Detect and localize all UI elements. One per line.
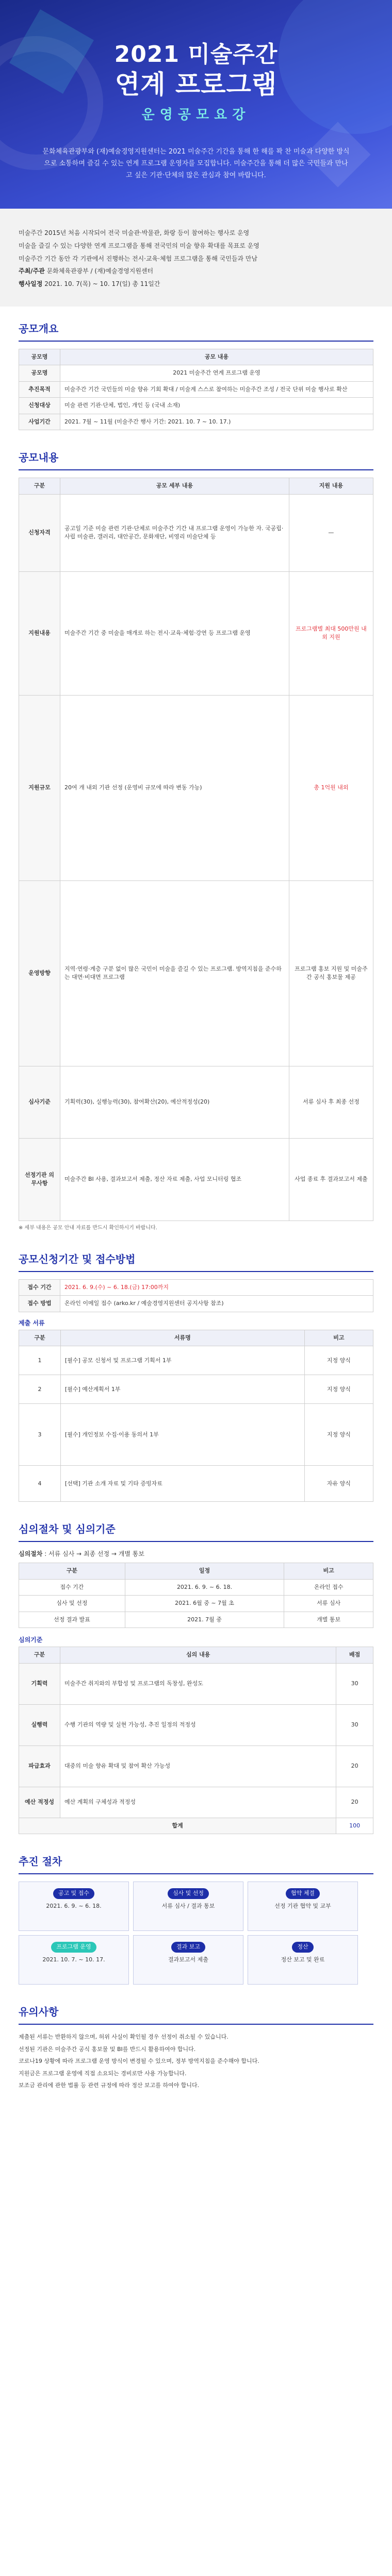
section-title: 공모신청기간 및 접수방법	[19, 1251, 373, 1272]
table-row: 지원내용 미술주간 기간 중 미술을 매개로 하는 전시·교육·체험·강연 등 프로그램 운영 프로그램별 최대 500만원 내외 지원	[19, 571, 373, 695]
table-row: 접수 기간 2021. 6. 9. ~ 6. 18. 온라인 접수	[19, 1579, 373, 1596]
summary-line: 미술주간 기간 동안 각 기관에서 진행하는 전시·교육·체험 프로그램을 통해 국민들과 만남	[19, 255, 258, 262]
table-row: 선정기관 의무사항 미술주간 BI 사용, 결과보고서 제출, 정산 자료 제출, 사업 모니터링 협조 사업 종료 후 결과보고서 제출	[19, 1138, 373, 1221]
docs-table	[19, 1330, 373, 1502]
table-row: 사업기간 2021. 7월 ~ 11월 (미술주간 행사 기간: 2021. 10. 7 ~ 10. 17.)	[19, 414, 373, 430]
table-header: 구분	[19, 478, 60, 495]
table-row: 합계 100	[19, 1818, 373, 1834]
section-title: 유의사항	[19, 2004, 373, 2025]
table-header: 일정	[125, 1563, 284, 1580]
flow-step: 정산 정산 보고 및 완료	[248, 1935, 358, 1985]
table-header: 심의 내용	[60, 1647, 336, 1664]
table-row: 운영방향 지역·연령·계층 구분 없이 많은 국민이 미술을 즐길 수 있는 프로그램. 방역지침을 준수하는 대면·비대면 프로그램 프로그램 홍보 지원 및 미술주간 공식 홍보물 제공	[19, 880, 373, 1066]
table-header: 공모 내용	[60, 349, 373, 365]
table-row: 추진목적 미술주간 기간 국민들의 미술 향유 기회 확대 / 미술계 스스로 참여하는 미술주간 조성 / 전국 단위 미술 행사로 확산	[19, 381, 373, 398]
flow-section	[0, 1839, 392, 1990]
table-row: 공모명 2021 미술주간 연계 프로그램 운영	[19, 365, 373, 382]
notes-section	[0, 1990, 392, 2097]
flow-step: 협약 체결 선정 기관 협약 및 교부	[248, 1882, 358, 1931]
list-item: 제출된 서류는 반환하지 않으며, 허위 사실이 확인될 경우 선정이 취소될 수 있습니다.	[19, 2033, 228, 2041]
table-row: 지원규모 20여 개 내외 기관 선정 (운영비 규모에 따라 변동 가능) 총 1억원 내외	[19, 695, 373, 880]
table-header: 구분	[19, 1647, 60, 1664]
table-row: 3 [필수] 개인정보 수집·이용 동의서 1부 지정 양식	[19, 1404, 373, 1466]
table-header: 지원 내용	[289, 478, 373, 495]
list-item: 선정된 기관은 미술주간 공식 홍보물 및 BI를 반드시 활용하여야 합니다.	[19, 2045, 196, 2053]
summary-line: 미술을 즐길 수 있는 다양한 연계 프로그램을 통해 전국민의 미술 향유 확대를 목표로 운영	[19, 242, 259, 249]
list-item: 보조금 관리에 관한 법률 등 관련 규정에 따라 정산 보고를 하여야 합니다.	[19, 2081, 200, 2089]
schedule-table	[19, 1563, 373, 1628]
table-header: 구분	[19, 1563, 125, 1580]
table-header: 공모명	[19, 349, 60, 365]
table-row: 심사 및 선정 2021. 6월 중 ~ 7월 초 서류 심사	[19, 1596, 373, 1612]
page-title	[0, 0, 392, 101]
flow-step: 프로그램 운영 2021. 10. 7. ~ 10. 17.	[19, 1935, 129, 1985]
list-item: 지원금은 프로그램 운영에 직접 소요되는 경비로만 사용 가능합니다.	[19, 2070, 187, 2077]
apply-info-table	[19, 1279, 373, 1312]
title-line1: 미술주간	[188, 41, 278, 67]
table-row: 선정 결과 발표 2021. 7월 중 개별 통보	[19, 1612, 373, 1628]
docs-title: 제출 서류	[19, 1319, 45, 1327]
summary-line: 미술주간 2015년 처음 시작되어 전국 미술관·박물관, 화랑 등이 참여하는 행사로 운영	[19, 229, 250, 236]
table-row: 기획력 미술주간 취지와의 부합성 및 프로그램의 독창성, 완성도 30	[19, 1663, 373, 1704]
intro-text: 문화체육관광부와 (재)예술경영지원센터는 2021 미술주간 기간을 통해 한 해를 꽉 찬 미술과 다양한 방식으로 소통하며 즐길 수 있는 연계 프로그램 운영자를 모집합니다. 미술주간을 통해 더 많은 국민들과 만나고 싶은 기관·단체의 많은 관심과 참여 바랍니다.	[42, 147, 350, 180]
flow-steps	[19, 1882, 373, 1985]
table-header: 구분	[19, 1330, 61, 1346]
table-row: 2 [필수] 예산계획서 1부 지정 양식	[19, 1375, 373, 1404]
host-line: 주최/주관 문화체육관광부 / (재)예술경영지원센터	[19, 267, 154, 275]
page-subtitle: 운영공모요강	[141, 107, 251, 123]
overview-section	[0, 307, 392, 436]
table-row: 신청대상 미술 관련 기관·단체, 법인, 개인 등 (국내 소재)	[19, 398, 373, 414]
flow-step: 공고 및 접수 2021. 6. 9. ~ 6. 18.	[19, 1882, 129, 1931]
contents-section	[0, 435, 392, 1237]
section-title: 심의절차 및 심의기준	[19, 1521, 373, 1542]
table-header: 비고	[284, 1563, 373, 1580]
contents-note: ※ 세부 내용은 공모 안내 자료를 반드시 확인하시기 바랍니다.	[19, 1225, 157, 1231]
section-title: 공모내용	[19, 450, 373, 470]
overview-table	[19, 349, 373, 431]
criteria-table	[19, 1647, 373, 1834]
table-header: 서류명	[60, 1330, 304, 1346]
table-row: 실행력 수행 기관의 역량 및 실현 가능성, 추진 일정의 적정성 30	[19, 1704, 373, 1745]
table-row: 신청자격 공고일 기준 미술 관련 기관·단체로 미술주간 기간 내 프로그램 운영이 가능한 자. 국공립·사립 미술관, 갤러리, 대안공간, 문화재단, 비영리 미술단체 등 —	[19, 494, 373, 571]
table-row: 1 [필수] 공모 신청서 및 프로그램 기획서 1부 지정 양식	[19, 1346, 373, 1375]
table-header: 배점	[336, 1647, 373, 1664]
section-title: 공모개요	[19, 321, 373, 342]
table-row: 예산 적정성 예산 계획의 구체성과 적정성 20	[19, 1787, 373, 1818]
summary-box	[0, 209, 392, 307]
contents-table	[19, 478, 373, 1221]
flow-step: 심사 및 선정 서류 심사 / 결과 통보	[133, 1882, 243, 1931]
criteria-title: 심의기준	[19, 1636, 43, 1644]
table-row: 파급효과 대중의 미술 향유 확대 및 참여 확산 가능성 20	[19, 1745, 373, 1787]
apply-section	[0, 1237, 392, 1507]
table-row: 4 [선택] 기관 소개 자료 및 기타 증빙자료 자유 양식	[19, 1466, 373, 1502]
list-item: 코로나19 상황에 따라 프로그램 운영 방식이 변경될 수 있으며, 정부 방역지침을 준수해야 합니다.	[19, 2058, 259, 2065]
table-row: 심사기준 기획력(30), 실행능력(30), 참여확산(20), 예산적정성(20) 서류 심사 후 최종 선정	[19, 1066, 373, 1138]
section-title: 추진 절차	[19, 1854, 373, 1874]
review-section	[0, 1507, 392, 1839]
hero-banner	[0, 0, 392, 209]
notes-list	[19, 2032, 373, 2091]
table-header: 공모 세부 내용	[60, 478, 289, 495]
table-row: 접수 기간 2021. 6. 9.(수) ~ 6. 18.(금) 17:00까지	[19, 1279, 373, 1296]
flow-step: 결과 보고 결과보고서 제출	[133, 1935, 243, 1985]
title-year: 2021	[114, 41, 180, 67]
table-row: 접수 방법 온라인 이메일 접수 (arko.kr / 예술경영지원센터 공지사항 참조)	[19, 1296, 373, 1312]
title-line2: 연계 프로그램	[115, 70, 277, 99]
period-line: 행사일정 2021. 10. 7(목) ~ 10. 17(일) 총 11일간	[19, 280, 160, 288]
process-line: 심의절차 : 서류 심사 → 최종 선정 → 개별 통보	[19, 1550, 144, 1558]
table-header: 비고	[304, 1330, 373, 1346]
